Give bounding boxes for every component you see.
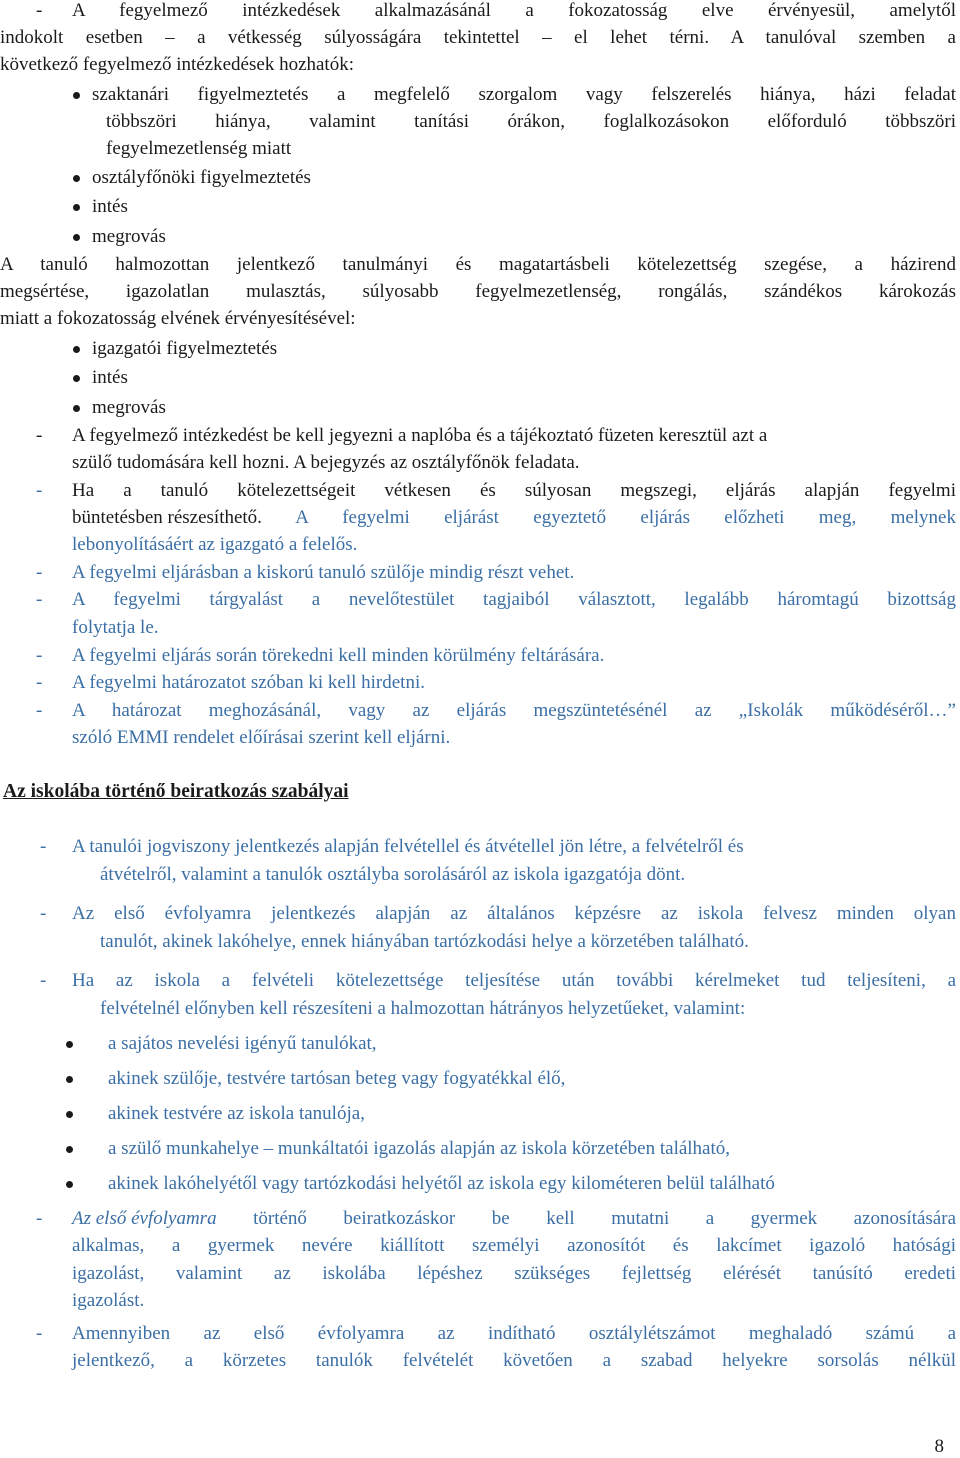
rule-text: történő beiratkozáskor be kell mutatni a gyermek azonosítására xyxy=(216,1208,956,1229)
list-item: osztályfőnöki figyelmeztetés xyxy=(92,167,311,188)
note-text-blue: A fegyelmi eljárást egyeztető eljárás előzheti meg, melynek xyxy=(261,507,956,528)
list-item: intés xyxy=(92,196,128,217)
list-item: intés xyxy=(92,367,128,388)
preference-item: a szülő munkahelye – munkáltatói igazolás alapján az iskola körzetében található, xyxy=(108,1138,731,1159)
intro-line: A fegyelmező intézkedések alkalmazásánál a fokozatosság elve érvényesül, amelytől xyxy=(72,0,956,21)
list-item: szaktanári figyelmeztetés a megfelelő szorgalom vagy felszerelés hiánya, házi feladat xyxy=(92,84,956,105)
rule-line: A tanulói jogviszony jelentkezés alapján felvétellel és átvétellel jön létre, a felvételről és xyxy=(72,836,744,857)
list-dash: - xyxy=(36,645,43,666)
bullet-icon xyxy=(73,405,80,412)
note-line: A fegyelmi határozatot szóban ki kell hirdetni. xyxy=(72,672,425,693)
rule-line: felvételnél előnyben kell részesíteni a halmozottan hátrányos helyzetűeket, valamint: xyxy=(100,998,746,1019)
note-line: szülő tudomására kell hozni. A bejegyzés az osztályfőnök feladata. xyxy=(72,452,580,473)
list-dash: - xyxy=(36,672,43,693)
preference-item: akinek szülője, testvére tartósan beteg vagy fogyatékkal élő, xyxy=(108,1068,566,1089)
list-item: megrovás xyxy=(92,226,166,247)
list-dash: - xyxy=(36,1323,43,1344)
list-dash: - xyxy=(40,903,47,924)
list-item: megrovás xyxy=(92,397,166,418)
note-line: A határozat meghozásánál, vagy az eljárás megszüntetésénél az „Iskolák működéséről…” xyxy=(72,700,956,721)
note-line: A fegyelmező intézkedést be kell jegyezni a naplóba és a tájékoztató füzeten keresztül azt a xyxy=(72,425,768,446)
bullet-icon xyxy=(73,175,80,182)
rule-line: tanulót, akinek lakóhelye, ennek hiányában tartózkodási helye a körzetében található. xyxy=(100,931,749,952)
list-dash: - xyxy=(40,970,47,991)
note-line: A fegyelmi eljárásban a kiskorú tanuló szülője mindig részt vehet. xyxy=(72,562,575,583)
list-item: fegyelmezetlenség miatt xyxy=(106,138,292,159)
bullet-icon xyxy=(73,234,80,241)
bullet-icon xyxy=(73,204,80,211)
rule-line: alkalmas, a gyermek nevére kiállított személyi azonosítót és lakcímet igazoló hatósági xyxy=(72,1235,956,1256)
list-item: többszöri hiánya, valamint tanítási órákon, foglalkozásokon előforduló többszöri xyxy=(106,111,956,132)
preference-item: a sajátos nevelési igényű tanulókat, xyxy=(108,1033,377,1054)
section-heading: Az iskolába történő beiratkozás szabályai xyxy=(3,781,349,802)
bullet-icon xyxy=(66,1146,73,1153)
note-line: lebonyolításáért az igazgató a felelős. xyxy=(72,534,358,555)
rule-line: átvételről, valamint a tanulók osztályba sorolásáról az iskola igazgatója dönt. xyxy=(100,864,686,885)
preference-item: akinek testvére az iskola tanulója, xyxy=(108,1103,365,1124)
note-line: folytatja le. xyxy=(72,617,159,638)
paragraph-line: A tanuló halmozottan jelentkező tanulmányi és magatartásbeli kötelezettség szegése, a házirend xyxy=(0,254,956,275)
bullet-icon xyxy=(66,1076,73,1083)
rule-line: igazolást, valamint az iskolába lépéshez szükséges fejlettség elérését tanúsító eredeti xyxy=(72,1263,956,1284)
note-line: A fegyelmi tárgyalást a nevelőtestület tagjaiból választott, legalább háromtagú bizottság xyxy=(72,589,956,610)
paragraph-line: megsértése, igazolatlan mulasztás, súlyosabb fegyelmezetlenség, rongálás, szándékos károkozás xyxy=(0,281,956,302)
list-dash: - xyxy=(40,836,47,857)
italic-text: Az első évfolyamra xyxy=(72,1208,217,1229)
page-number: 8 xyxy=(934,1436,944,1457)
list-dash: - xyxy=(36,480,43,501)
bullet-icon xyxy=(66,1181,73,1188)
rule-line xyxy=(72,1208,956,1230)
list-dash: - xyxy=(36,700,43,721)
list-dash: - xyxy=(36,425,43,446)
note-line: A fegyelmi eljárás során törekedni kell minden körülmény feltárására. xyxy=(72,645,605,666)
list-dash: - xyxy=(36,0,43,21)
bullet-icon xyxy=(66,1111,73,1118)
note-text: büntetésben részesíthető. xyxy=(72,507,262,528)
preference-item: akinek lakóhelyétől vagy tartózkodási helyétől az iskola egy kilométeren belül található xyxy=(108,1173,775,1194)
intro-line: indokolt esetben – a vétkesség súlyosságára tekintettel – el lehet térni. A tanulóval szemben a xyxy=(0,27,956,48)
note-line: szóló EMMI rendelet előírásai szerint kell eljárni. xyxy=(72,727,451,748)
rule-line: Ha az iskola a felvételi kötelezettsége teljesítése után további kérelmeket tud teljesíteni, a xyxy=(72,970,956,991)
list-dash: - xyxy=(36,1208,43,1229)
paragraph-line: miatt a fokozatosság elvének érvényesítésével: xyxy=(0,308,356,329)
rule-line: jelentkező, a körzetes tanulók felvételét követően a szabad helyekre sorsolás nélkül xyxy=(72,1350,956,1371)
list-dash: - xyxy=(36,589,43,610)
rule-line: Az első évfolyamra jelentkezés alapján az általános képzésre az iskola felvesz minden olyan xyxy=(72,903,956,924)
bullet-icon xyxy=(73,346,80,353)
rule-line: igazolást. xyxy=(72,1290,145,1311)
bullet-icon xyxy=(73,92,80,99)
intro-line: következő fegyelmező intézkedések hozhatók: xyxy=(0,54,354,75)
rule-line: Amennyiben az első évfolyamra az indítható osztálylétszámot meghaladó számú a xyxy=(72,1323,956,1344)
list-item: igazgatói figyelmeztetés xyxy=(92,338,278,359)
list-dash: - xyxy=(36,562,43,583)
note-line: Ha a tanuló kötelezettségeit vétkesen és súlyosan megszegi, eljárás alapján fegyelmi xyxy=(72,480,956,501)
note-line xyxy=(72,507,956,529)
bullet-icon xyxy=(73,375,80,382)
bullet-icon xyxy=(66,1041,73,1048)
